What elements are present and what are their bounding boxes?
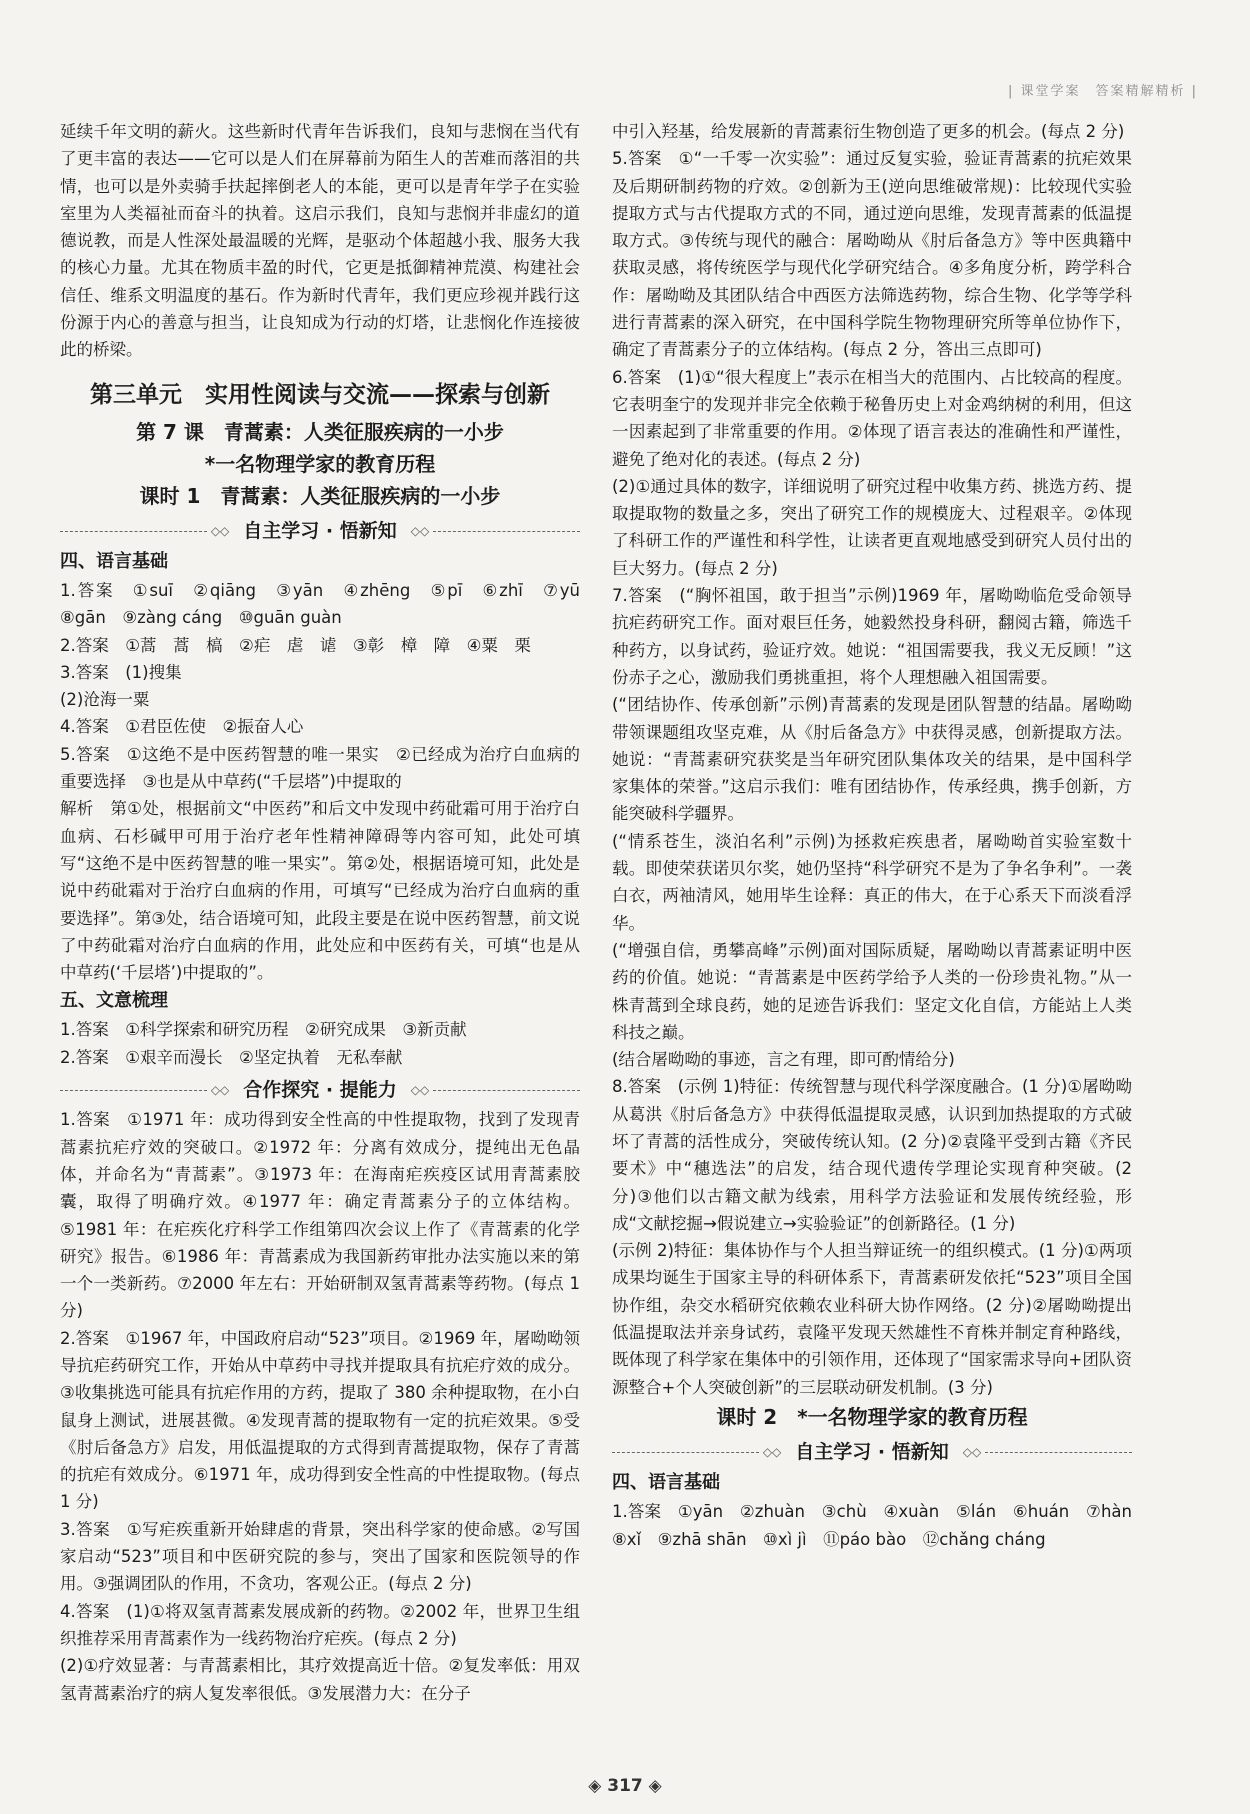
coop-answer-7-example2: (“团结协作、传承创新”示例)青蒿素的发现是团队智慧的结晶。屠呦呦带领课题组攻坚克难，从《肘后备急方》中获得灵感，创新提取方法。她说：“青蒿素研究获奖是当年研究团队集体攻关的结果，是中国科学家集体的荣誉。”这启示我们：唯有团结协作，传承经典，携手创新，方能突破科学疆界。 [612, 695, 1132, 824]
section-header-self-study-2: ◇◇ 自主学习 · 悟新知 ◇◇ [612, 1439, 1132, 1466]
period-title: 课时 1 青蒿素：人类征服疾病的一小步 [139, 483, 501, 508]
coop-answer-4: 4.答案 (1)①将双氢青蒿素发展成新的药物。②2002 年，世界卫生组织推荐采用青蒿素作为一线药物治疗疟疾。(每点 2 分) [60, 1601, 580, 1648]
answer-3: 3.答案 (1)搜集 [60, 662, 182, 682]
outline-answer-1: 1.答案 ①科学探索和研究历程 ②研究成果 ③新贡献 [60, 1020, 467, 1040]
answer-5-analysis: 解析 第①处，根据前文“中医药”和后文中发现中药砒霜可用于治疗白血病、石杉碱甲可用于治疗老年性精神障碍等内容可知，此处可填写“这绝不是中医药智慧的唯一果实”。第②处，根据语境可知，此处是说中药砒霜对于治疗白血病的作用，可填写“已经成为治疗白血病的重要选择”。第③处，结合语境可知，此段主要是在说中医药智慧，前文说了中药砒霜对治疗白血病的作用，此处应和中医药有关，可填“也是从中草药(‘千层塔’)中提取的”。 [60, 799, 580, 983]
left-column [60, 118, 597, 1707]
period-2-title: 课时 2 *一名物理学家的教育历程 [716, 1404, 1028, 1429]
unit-title: 第三单元 实用性阅读与交流——探索与创新 [90, 381, 550, 408]
coop-answer-7: 7.答案 (“胸怀祖国，敢于担当”示例)1969 年，屠呦呦临危受命领导抗疟药研究工作。面对艰巨任务，她毅然投身科研，翻阅古籍，筛选千种药方，以身试药，验证疗效。她说：“祖国需要我，我义无反顾！”这份赤子之心，激励我们勇挑重担，将个人理想融入祖国需要。 [612, 586, 1132, 687]
coop-answer-2: 2.答案 ①1967 年，中国政府启动“523”项目。②1969 年，屠呦呦领导抗疟药研究工作，开始从中草药中寻找并提取具有抗疟疗效的成分。③收集挑选可能具有抗疟作用的方药，提取了 380 余种提取物，在小白鼠身上测试，进展甚微。④发现青蒿的提取物有一定的抗疟效果。⑤受《肘后备急方》启发，用低温提取的方式得到青蒿提取物，保存了青蒿的抗疟有效成分。⑥1971 年，成功得到安全性高的中性提取物。(每点 1 分) [60, 1328, 580, 1512]
answer-5: 5.答案 ①这绝不是中医药智慧的唯一果实 ②已经成为治疗白血病的重要选择 ③也是从中草药(“千层塔”)中提取的 [60, 744, 580, 792]
intro-paragraph: 延续千年文明的薪火。这些新时代青年告诉我们，良知与悲悯在当代有了更丰富的表达——它可以是人们在屏幕前为陌生人的苦难而落泪的共情，也可以是外卖骑手扶起摔倒老人的本能，更可以是青年学子在实验室里为人类福祉而奋斗的执着。这启示我们，良知与悲悯并非虚幻的道德说教，而是人性深处最温暖的光辉，是驱动个体超越小我、服务大我的核心力量。尤其在物质丰盈的时代，它更是抵御精神荒漠、构建社会信任、维系文明温度的基石。作为新时代青年，我们更应珍视并践行这份源于内心的善意与担当，让良知成为行动的灯塔，让悲悯化作连接彼此的桥梁。 [60, 122, 580, 360]
lesson-subtitle: *一名物理学家的教育历程 [204, 451, 436, 476]
answer-3-part2: (2)沧海一粟 [60, 690, 150, 710]
heading-text-outline: 五、文意梳理 [60, 990, 168, 1012]
outline-answer-2: 2.答案 ①艰辛而漫长 ②坚定执着 无私奉献 [60, 1047, 403, 1067]
running-header: | 课堂学案 答案精解精析 | [1007, 84, 1198, 99]
heading-language-basics-2: 四、语言基础 [612, 1472, 720, 1494]
coop-answer-4-part2: (2)①疗效显著：与青蒿素相比，其疗效提高近十倍。②复发率低：用双氢青蒿素治疗的病人复发率很低。③发展潜力大：在分子 [60, 1656, 580, 1703]
coop-answer-7-note: (结合屠呦呦的事迹，言之有理，即可酌情给分) [612, 1050, 955, 1070]
page-number: ◈ 317 ◈ [588, 1776, 662, 1796]
heading-language-basics: 四、语言基础 [60, 550, 168, 572]
continued-text: 中引入羟基，给发展新的青蒿素衍生物创造了更多的机会。(每点 2 分) [612, 122, 1125, 141]
coop-answer-1: 1.答案 ①1971 年：成功得到安全性高的中性提取物，找到了发现青蒿素抗疟疗效的突破口。②1972 年：分离有效成分，提纯出无色晶体，并命名为“青蒿素”。③1973 年：在海南疟疾疫区试用青蒿素胶囊，取得了明确疗效。④1977 年：确定青蒿素分子的立体结构。⑤1981 年：在疟疾化疗科学工作组第四次会议上作了《青蒿素的化学研究》报告。⑥1986 年：青蒿素成为我国新药审批办法实施以来的第一个一类新药。⑦2000 年左右：开始研制双氢青蒿素等药物。(每点 1 分) [60, 1110, 580, 1321]
answer-1: 1.答案 ①suī ②qiāng ③yān ④zhēng ⑤pī ⑥zhī ⑦yū ⑧gān ⑨zàng cáng ⑩guān guàn [60, 580, 597, 628]
coop-answer-5: 5.答案 ①“一千零一次实验”：通过反复实验，验证青蒿素的抗疟效果及后期研制药物的疗效。②创新为王(逆向思维破常规)：比较现代实验提取方式与古代提取方式的不同，通过逆向思维，发现青蒿素的低温提取方式。③传统与现代的融合：屠呦呦从《肘后备急方》等中医典籍中获取灵感，将传统医学与现代化学研究结合。④多角度分析，跨学科合作：屠呦呦及其团队结合中西医方法筛选药物，综合生物、化学等学科进行青蒿素的深入研究，在中国科学院生物物理研究所等单位协作下，确定了青蒿素分子的立体结构。(每点 2 分，答出三点即可) [612, 149, 1132, 360]
section-header-cooperative: ◇◇ 合作探究 · 提能力 ◇◇ [60, 1077, 580, 1104]
period2-answer-1: 1.答案 ①yān ②zhuàn ③chù ④xuàn ⑤lán ⑥huán ⑦hàn ⑧xǐ ⑨zhā shān ⑩xì jì ⑪páo bào ⑫chǎng cháng [612, 1502, 1149, 1549]
coop-answer-8: 8.答案 (示例 1)特征：传统智慧与现代科学深度融合。(1 分)①屠呦呦从葛洪《肘后备急方》中获得低温提取灵感，认识到加热提取的方式破坏了青蒿的活性成分，突破传统认知。(2 分)②袁隆平受到古籍《齐民要术》中“穗选法”的启发，结合现代遗传学理论实现育种突破。(2 分)③他们以古籍文献为线索，用科学方法验证和发展传统经验，形成“文献挖掘→假说建立→实验验证”的创新路径。(1 分) [612, 1077, 1132, 1233]
answer-2: 2.答案 ①蒿 蒿 槁 ②疟 虐 谑 ③彰 樟 障 ④粟 栗 [60, 635, 531, 655]
coop-answer-6: 6.答案 (1)①“很大程度上”表示在相当大的范围内、占比较高的程度。它表明奎宁的发现并非完全依赖于秘鲁历史上对金鸡纳树的利用，但这一因素起到了非常重要的作用。②体现了语言表达的准确性和严谨性，避免了绝对化的表述。(每点 2 分) [612, 367, 1132, 469]
coop-answer-7-example3: (“情系苍生，淡泊名利”示例)为拯救疟疾患者，屠呦呦首实验室数十载。即使荣获诺贝尔奖，她仍坚持“科学研究不是为了争名争利”。一袭白衣，两袖清风，她用毕生诠释：真正的伟大，在于心系天下而淡看浮华。 [612, 831, 1132, 933]
lesson-title: 第 7 课 青蒿素：人类征服疾病的一小步 [136, 419, 504, 444]
answer-4: 4.答案 ①君臣佐使 ②振奋人心 [60, 717, 304, 737]
coop-answer-8-example2: (示例 2)特征：集体协作与个人担当辩证统一的组织模式。(1 分)①两项成果均诞生于国家主导的科研体系下，青蒿素研发依托“523”项目全国协作组，杂交水稻研究依赖农业科研大协作网络。(2 分)②屠呦呦提出低温提取法并亲身试药，袁隆平发现天然雄性不育株并制定育种路线，既体现了科学家在集体中的引领作用，还体现了“国家需求导向+团队资源整合+个人突破创新”的三层联动研发机制。(3 分) [612, 1241, 1132, 1397]
coop-answer-6-part2: (2)①通过具体的数字，详细说明了研究过程中收集方药、挑选方药、提取提取物的数量之多，突出了研究工作的规模庞大、过程艰辛。②体现了科研工作的严谨性和科学性，让读者更直观地感受到研究人员付出的巨大努力。(每点 2 分) [612, 476, 1132, 578]
section-header-self-study: ◇◇ 自主学习 · 悟新知 ◇◇ [60, 518, 580, 545]
coop-answer-7-example4: (“增强自信，勇攀高峰”示例)面对国际质疑，屠呦呦以青蒿素证明中医药的价值。她说：“青蒿素是中医药学给予人类的一份珍贵礼物。”从一株青蒿到全球良药，她的足迹告诉我们：坚定文化自信，方能站上人类科技之巅。 [612, 940, 1132, 1042]
right-column [612, 118, 1149, 1553]
coop-answer-3: 3.答案 ①写疟疾重新开始肆虐的背景，突出科学家的使命感。②写国家启动“523”项目和中医研究院的参与，突出了国家和医院领导的作用。③强调团队的作用，不贪功，客观公正。(每点 2 分) [60, 1519, 580, 1594]
